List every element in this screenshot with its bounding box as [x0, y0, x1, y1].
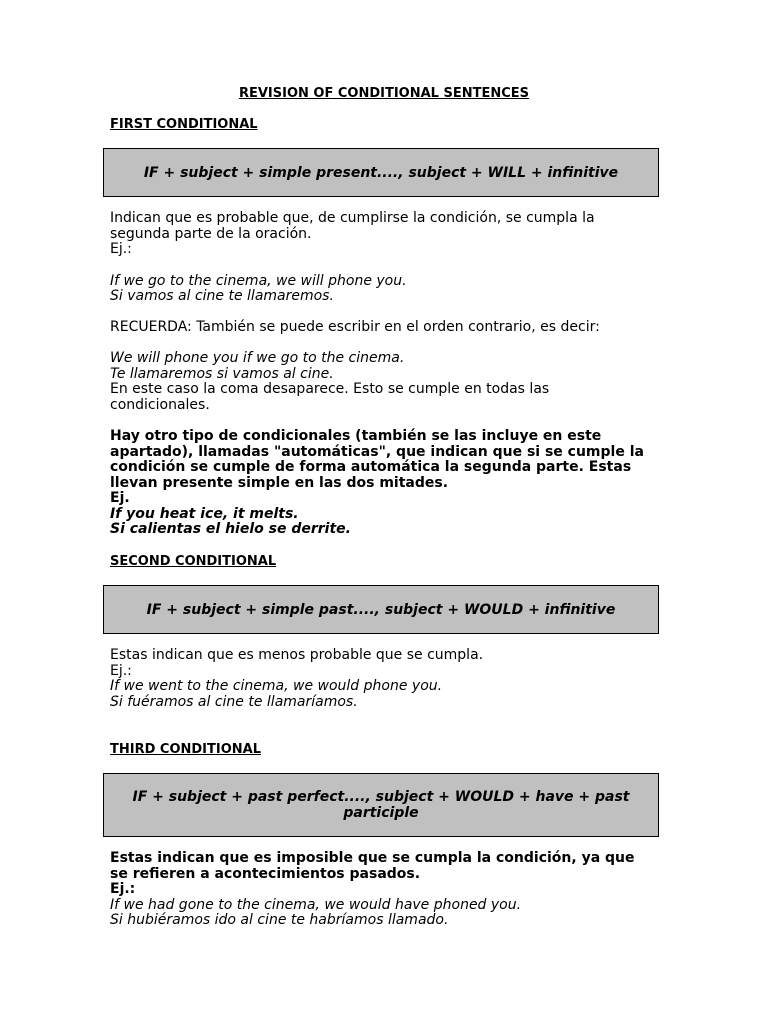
- second-example-english: If we went to the cinema, we would phone you.: [110, 678, 443, 694]
- second-conditional-formula: IF + subject + simple past...., subject + WOULD + infinitive: [146, 601, 616, 618]
- first-conditional-heading: FIRST CONDITIONAL: [110, 117, 258, 132]
- third-example-spanish: Si hubiéramos ido al cine te habríamos llamado.: [110, 912, 449, 928]
- third-example-english: If we had gone to the cinema, we would have phoned you.: [110, 897, 522, 913]
- first-conditional-formula-box: [103, 148, 659, 197]
- zero-ej-label: Ej.: [110, 490, 130, 506]
- third-conditional-heading: THIRD CONDITIONAL: [110, 742, 261, 757]
- zero-conditional-line-4: llevan presente simple en las dos mitades.: [110, 475, 449, 491]
- third-desc-line-1: Estas indican que es imposible que se cumpla la condición, ya que: [110, 850, 635, 866]
- comma-note-line-1: En este caso la coma desaparece. Esto se cumple en todas las: [110, 381, 550, 397]
- reverse-example-spanish: Te llamaremos si vamos al cine.: [110, 366, 334, 382]
- third-desc-line-2: se refieren a acontecimientos pasados.: [110, 866, 421, 882]
- first-example-english: If we go to the cinema, we will phone you.: [110, 273, 407, 289]
- recuerda-note: RECUERDA: También se puede escribir en el orden contrario, es decir:: [110, 319, 600, 335]
- zero-conditional-line-1: Hay otro tipo de condicionales (también se las incluye en este: [110, 428, 602, 444]
- second-example-spanish: Si fuéramos al cine te llamaríamos.: [110, 694, 358, 710]
- zero-conditional-line-3: condición se cumple de forma automática la segunda parte. Estas: [110, 459, 632, 475]
- second-conditional-heading: SECOND CONDITIONAL: [110, 554, 277, 569]
- first-ej-label: Ej.:: [110, 241, 132, 257]
- third-conditional-formula-line-2: participle: [343, 805, 419, 821]
- first-desc-line-2: segunda parte de la oración.: [110, 226, 312, 242]
- second-ej-label: Ej.:: [110, 663, 132, 679]
- first-desc-line-1: Indican que es probable que, de cumplirse la condición, se cumpla la: [110, 210, 595, 226]
- comma-note-line-2: condicionales.: [110, 397, 210, 413]
- third-ej-label: Ej.:: [110, 881, 136, 897]
- zero-example-spanish: Si calientas el hielo se derrite.: [110, 521, 351, 537]
- first-conditional-formula: IF + subject + simple present...., subject + WILL + infinitive: [143, 164, 619, 181]
- zero-example-english: If you heat ice, it melts.: [110, 506, 299, 522]
- first-example-spanish: Si vamos al cine te llamaremos.: [110, 288, 334, 304]
- third-conditional-formula-line-1: IF + subject + past perfect...., subject + WOULD + have + past: [132, 789, 630, 805]
- second-conditional-formula-box: [103, 585, 659, 634]
- reverse-example-english: We will phone you if we go to the cinema.: [110, 350, 405, 366]
- document-title: REVISION OF CONDITIONAL SENTENCES: [238, 86, 530, 101]
- second-desc: Estas indican que es menos probable que se cumpla.: [110, 647, 484, 663]
- zero-conditional-line-2: apartado), llamadas "automáticas", que indican que si se cumple la: [110, 444, 644, 460]
- third-conditional-formula-box: [103, 773, 659, 837]
